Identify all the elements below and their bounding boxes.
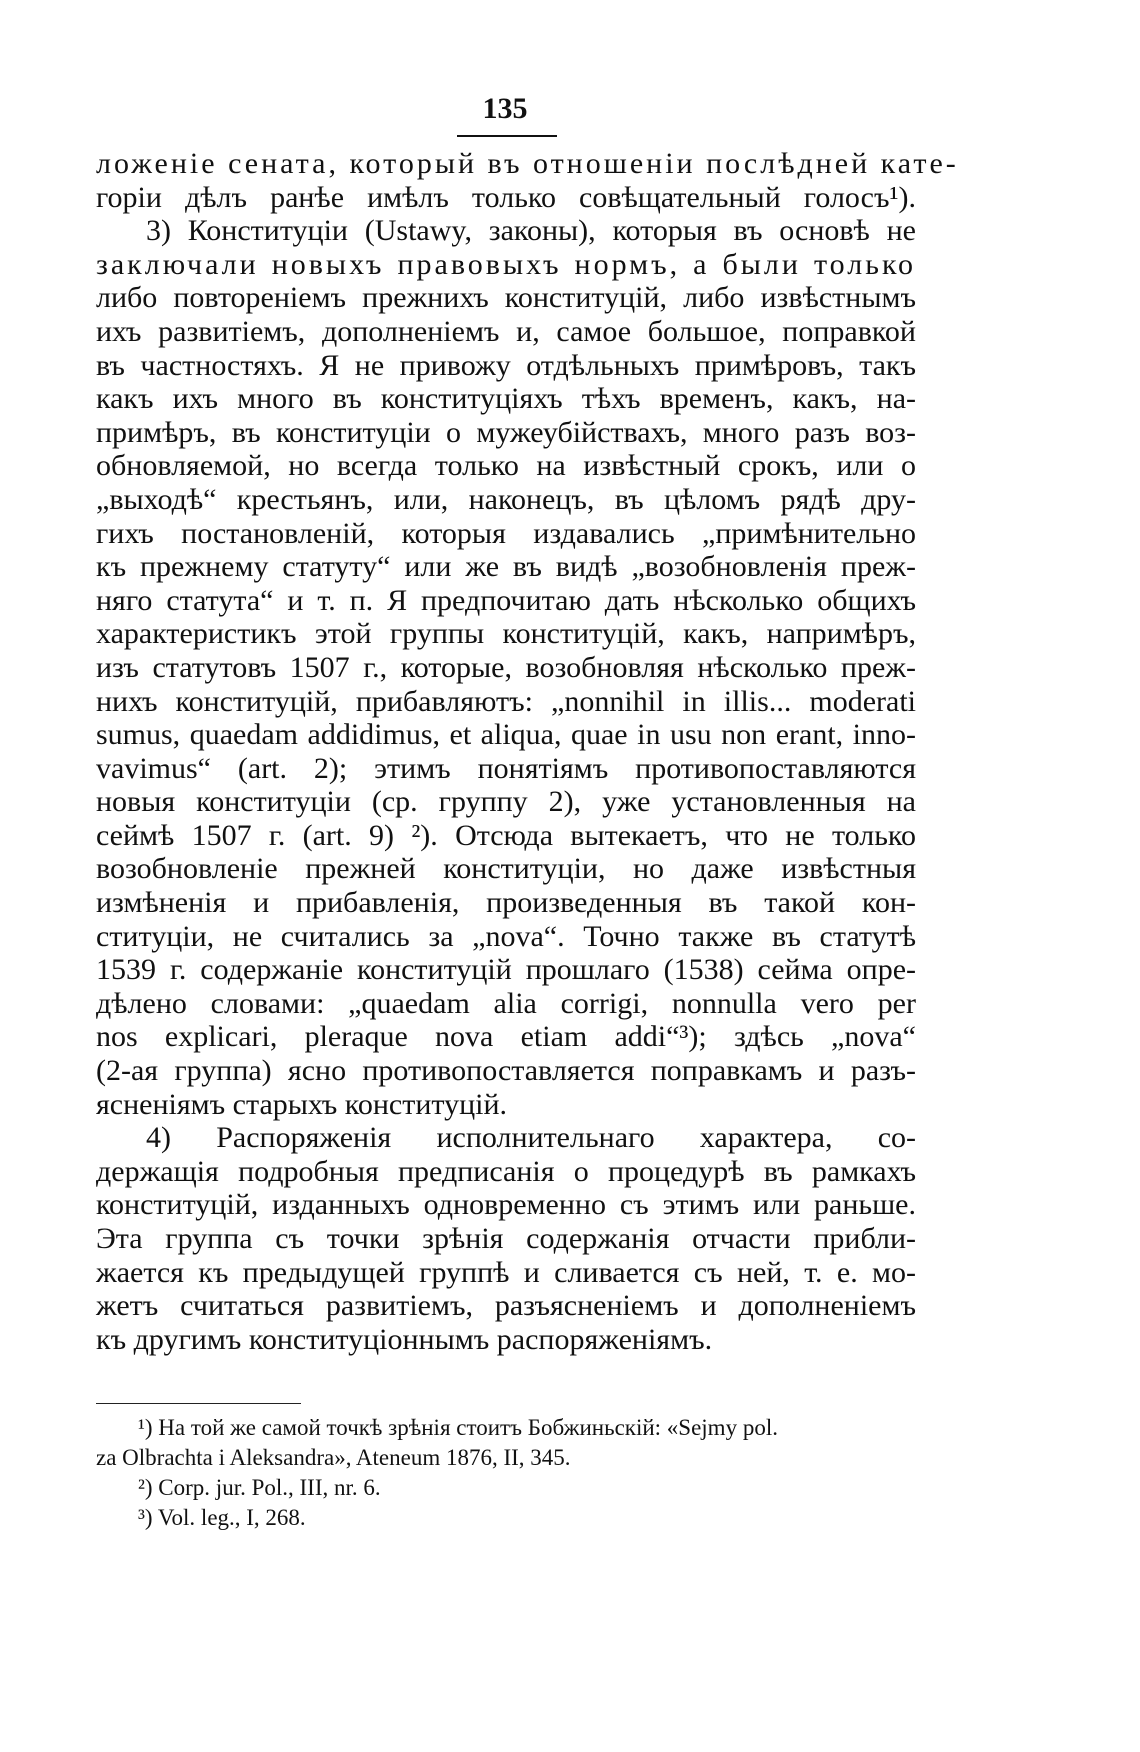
text-line: изъ статутовъ 1507 г., которые, возобновляя нѣсколько преж- xyxy=(96,650,916,684)
text-line: заключали новыхъ правовыхъ нормъ, а были только xyxy=(96,247,916,281)
text-line: жается къ предыдущей группѣ и сливается съ ней, т. е. мо- xyxy=(96,1255,916,1289)
text-line: жетъ считаться развитiемъ, разъясненiемъ и дополненiемъ xyxy=(96,1289,916,1323)
text-line: примѣръ, въ конституцiи о мужеубiйствахъ, много разъ воз- xyxy=(96,415,916,449)
text-line: либо повторенiемъ прежнихъ конституцiй, либо извѣстнымъ xyxy=(96,281,916,315)
text-line: держащiя подробныя предписанiя о процедурѣ въ рамкахъ xyxy=(96,1154,916,1188)
footnote-line: za Olbrachta i Aleksandra», Ateneum 1876, II, 345. xyxy=(96,1445,571,1470)
text-line: нихъ конституцiй, прибавляютъ: „nonnihil in illis... moderati xyxy=(96,684,916,718)
text-line: 1539 г. содержанiе конституцiй прошлаго (1538) сейма опре- xyxy=(96,953,916,987)
text-line: сеймѣ 1507 г. (art. 9) ²). Отсюда вытекаетъ, что не только xyxy=(96,818,916,852)
text-line: ихъ развитiемъ, дополненiемъ и, самое большое, поправкой xyxy=(96,314,916,348)
text-line: какъ ихъ много въ конституцiяхъ тѣхъ временъ, какъ, на- xyxy=(96,382,916,416)
text-line: няго статута“ и т. п. Я предпочитаю дать нѣсколько общихъ xyxy=(96,583,916,617)
text-line: новыя конституцiи (ср. группу 2), уже установленныя на xyxy=(96,785,916,819)
footnote-separator xyxy=(96,1403,301,1404)
body-text xyxy=(96,147,959,1356)
text-line: дѣлено словами: „quaedam alia corrigi, nonnulla vero per xyxy=(96,986,916,1020)
page-number-rule xyxy=(457,135,557,137)
text-line: 4) Распоряженiя исполнительнаго характера, со- xyxy=(146,1121,916,1155)
text-line: (2-ая группа) ясно противопоставляется поправкамъ и разъ- xyxy=(96,1054,916,1088)
text-line: конституцiй, изданныхъ одновременно съ этимъ или раньше. xyxy=(96,1188,916,1222)
text-line: обновляемой, но всегда только на извѣстный срокъ, или о xyxy=(96,449,916,483)
text-line: характеристикъ этой группы конституцiй, какъ, напримѣръ, xyxy=(96,617,916,651)
text-line: возобновленiе прежней конституцiи, но даже извѣстныя xyxy=(96,852,916,886)
footnote-line: ²) Corp. jur. Pol., III, nr. 6. xyxy=(138,1475,381,1500)
text-line: ложенiе сената, который въ отношенiи послѣдней кате- xyxy=(96,147,959,180)
text-line: измѣненiя и прибавленiя, произведенныя въ такой кон- xyxy=(96,886,916,920)
footnote-line: ¹) На той же самой точкѣ зрѣнiя стоитъ Бобжиньскiй: «Sejmy pol. xyxy=(138,1415,778,1440)
text-line: Эта группа съ точки зрѣнiя содержанiя отчасти прибли- xyxy=(96,1222,916,1255)
text-line: ституцiи, не считались за „nova“. Точно также въ статутѣ xyxy=(96,919,916,953)
page-number: 135 xyxy=(482,92,528,125)
text-line: 3) Конституцiи (Ustawy, законы), которыя въ основѣ не xyxy=(146,214,916,248)
text-line: къ другимъ конституцiоннымъ распоряженiямъ. xyxy=(96,1322,713,1356)
text-line: nos explicari, pleraque nova etiam addi“³); здѣсь „nova“ xyxy=(96,1020,916,1054)
text-line: гихъ постановленiй, которыя издавались „примѣнительно xyxy=(96,516,916,550)
text-line: ясненiямъ старыхъ конституцiй. xyxy=(96,1087,508,1121)
footnotes xyxy=(96,1413,916,1533)
text-line: горiи дѣлъ ранѣе имѣлъ только совѣщательный голосъ¹). xyxy=(96,180,916,214)
text-line: vavimus“ (art. 2); этимъ понятiямъ противопоставляются xyxy=(96,751,916,785)
text-line: въ частностяхъ. Я не привожу отдѣльныхъ примѣровъ, такъ xyxy=(96,348,916,382)
text-line: sumus, quaedam addidimus, et aliqua, quae in usu non erant, inno- xyxy=(96,718,916,752)
text-line: „выходѣ“ крестьянъ, или, наконецъ, въ цѣломъ рядѣ дру- xyxy=(96,482,916,516)
footnote-line: ³) Vol. leg., I, 268. xyxy=(138,1505,306,1530)
text-line: къ прежнему статуту“ или же въ видѣ „возобновленiя преж- xyxy=(96,550,916,584)
